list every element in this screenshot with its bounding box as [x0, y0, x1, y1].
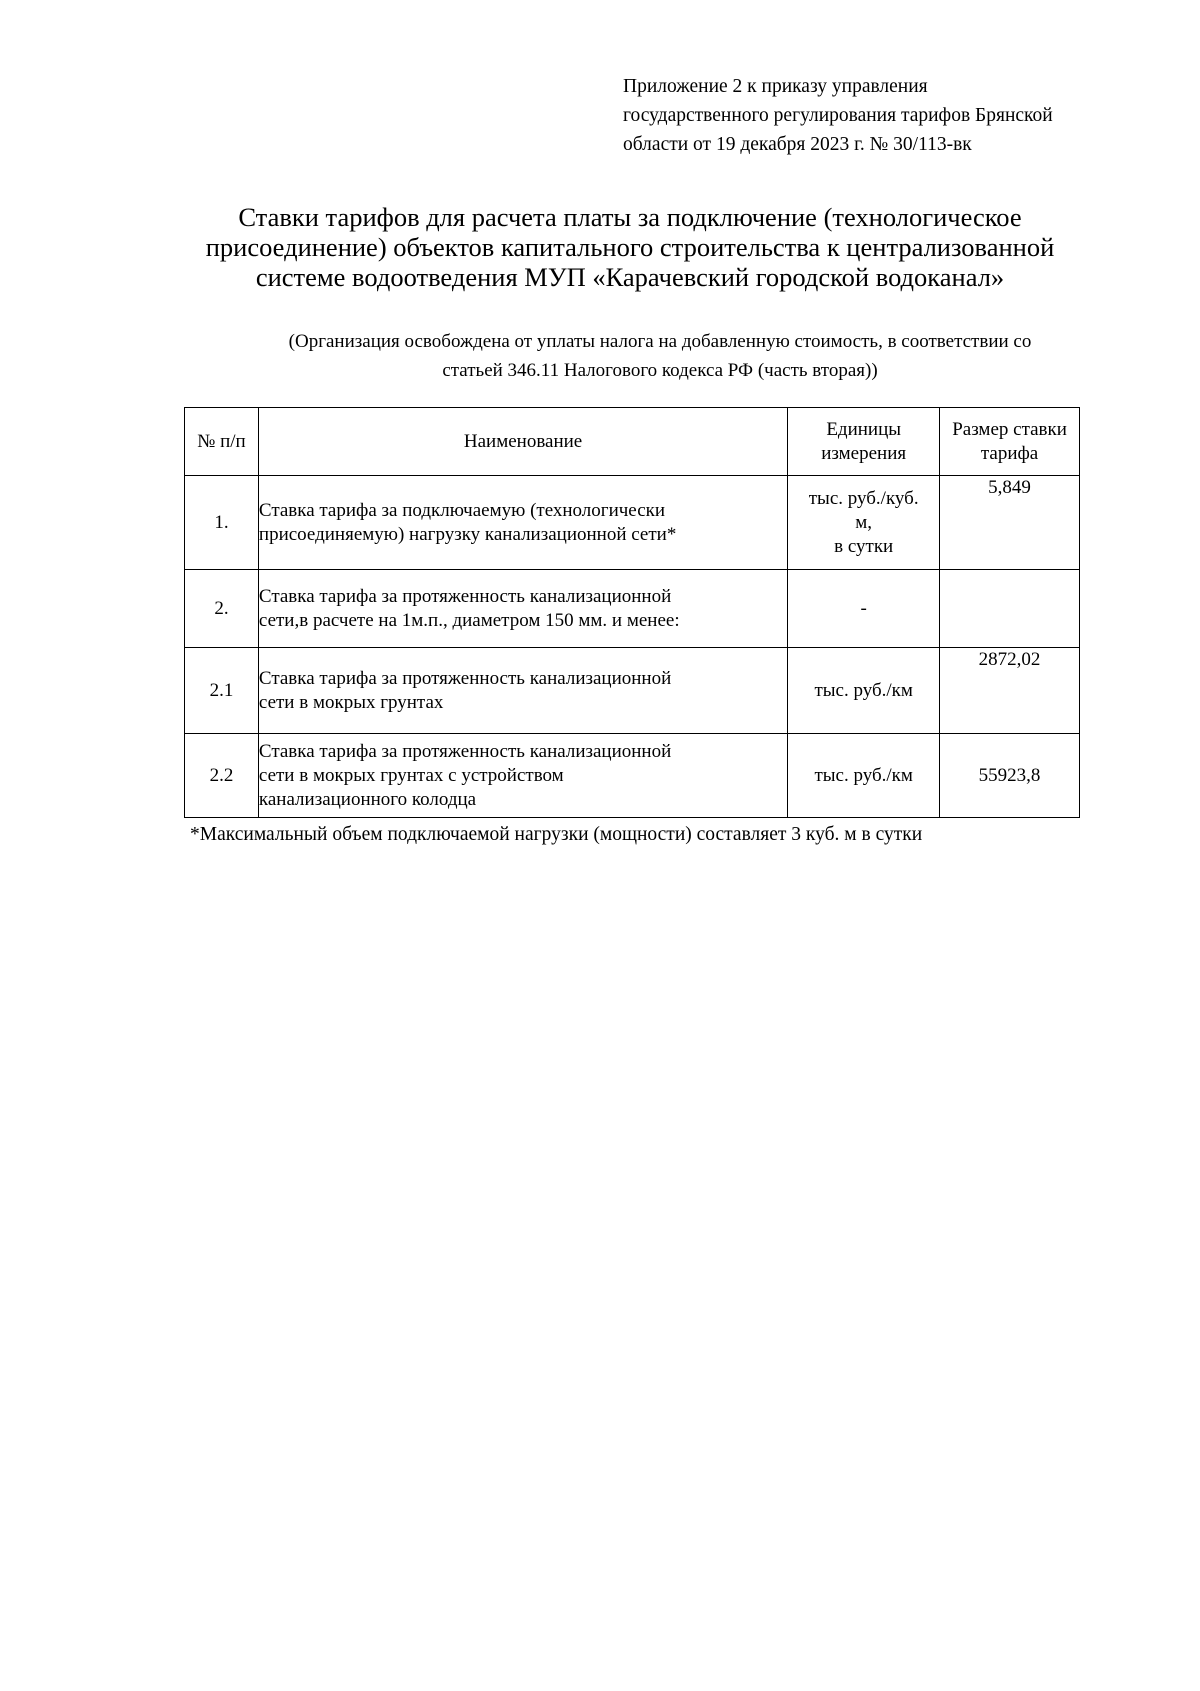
row-name-line: Ставка тарифа за протяженность канализационной — [258, 585, 672, 607]
header-name: Наименование — [258, 408, 787, 476]
footnote: *Максимальный объем подключаемой нагрузки (мощности) составляет 3 куб. м в сутки — [190, 824, 923, 845]
row-unit-line: в сутки — [834, 535, 894, 557]
header-rate — [940, 408, 1080, 476]
row-unit — [788, 734, 940, 818]
row-unit — [788, 476, 940, 570]
header-rate-line: Размер ставки — [952, 418, 1067, 440]
table-row — [185, 734, 1080, 818]
header-num: № п/п — [185, 408, 259, 476]
row-name — [258, 648, 787, 734]
row-unit-line: м, — [855, 511, 873, 533]
row-name-line: Ставка тарифа за протяженность канализационной — [258, 667, 672, 689]
row-value: 55923,8 — [940, 734, 1080, 818]
tariff-table — [184, 407, 1080, 818]
document-title — [150, 202, 1110, 292]
title-line: системе водоотведения МУП «Карачевский городской водоканал» — [255, 262, 1005, 292]
title-line: Ставки тарифов для расчета платы за подключение (технологическое — [238, 202, 1022, 232]
row-unit — [788, 648, 940, 734]
row-unit-line: тыс. руб./км — [814, 679, 913, 701]
row-unit — [788, 570, 940, 648]
row-value: 2872,02 — [940, 648, 1080, 734]
note-line: статьей 346.11 Налогового кодекса РФ (часть вторая)) — [442, 360, 878, 381]
title-line: присоединение) объектов капитального строительства к централизованной — [205, 232, 1055, 262]
row-num: 1. — [185, 476, 259, 570]
header-unit-line: Единицы — [826, 418, 902, 440]
row-name-line: сети в мокрых грунтах с устройством — [258, 764, 564, 786]
header-rate-line: тарифа — [980, 442, 1039, 464]
table-row — [185, 648, 1080, 734]
row-name-line: сети в мокрых грунтах — [258, 691, 444, 713]
row-name-line: присоединяемую) нагрузку канализационной сети* — [258, 523, 677, 545]
row-name — [258, 734, 787, 818]
row-name-line: канализационного колодца — [258, 788, 477, 810]
row-name-line: Ставка тарифа за протяженность канализационной — [258, 740, 672, 762]
header-unit — [788, 408, 940, 476]
row-unit-line: тыс. руб./км — [814, 764, 913, 786]
appendix-line: области от 19 декабря 2023 г. № 30/113-вк — [623, 134, 972, 155]
row-name — [258, 570, 787, 648]
table-row — [185, 570, 1080, 648]
appendix-reference — [623, 72, 1143, 159]
row-name — [258, 476, 787, 570]
row-name-line: Ставка тарифа за подключаемую (технологически — [258, 499, 666, 521]
row-num: 2.1 — [185, 648, 259, 734]
header-unit-line: измерения — [821, 442, 907, 464]
row-num: 2.2 — [185, 734, 259, 818]
table-row — [185, 476, 1080, 570]
row-unit-line: тыс. руб./куб. — [808, 487, 919, 509]
row-value: 5,849 — [940, 476, 1080, 570]
row-unit-line: - — [860, 597, 867, 619]
row-name-line: сети,в расчете на 1м.п., диаметром 150 мм. и менее: — [258, 609, 680, 631]
note-line: (Организация освобождена от уплаты налога на добавленную стоимость, в соответствии со — [288, 331, 1032, 352]
appendix-line: государственного регулирования тарифов Брянской — [623, 105, 1053, 126]
row-value — [940, 570, 1080, 648]
row-num: 2. — [185, 570, 259, 648]
appendix-line: Приложение 2 к приказу управления — [623, 76, 928, 97]
table-header-row — [185, 408, 1080, 476]
vat-note — [180, 327, 1140, 385]
